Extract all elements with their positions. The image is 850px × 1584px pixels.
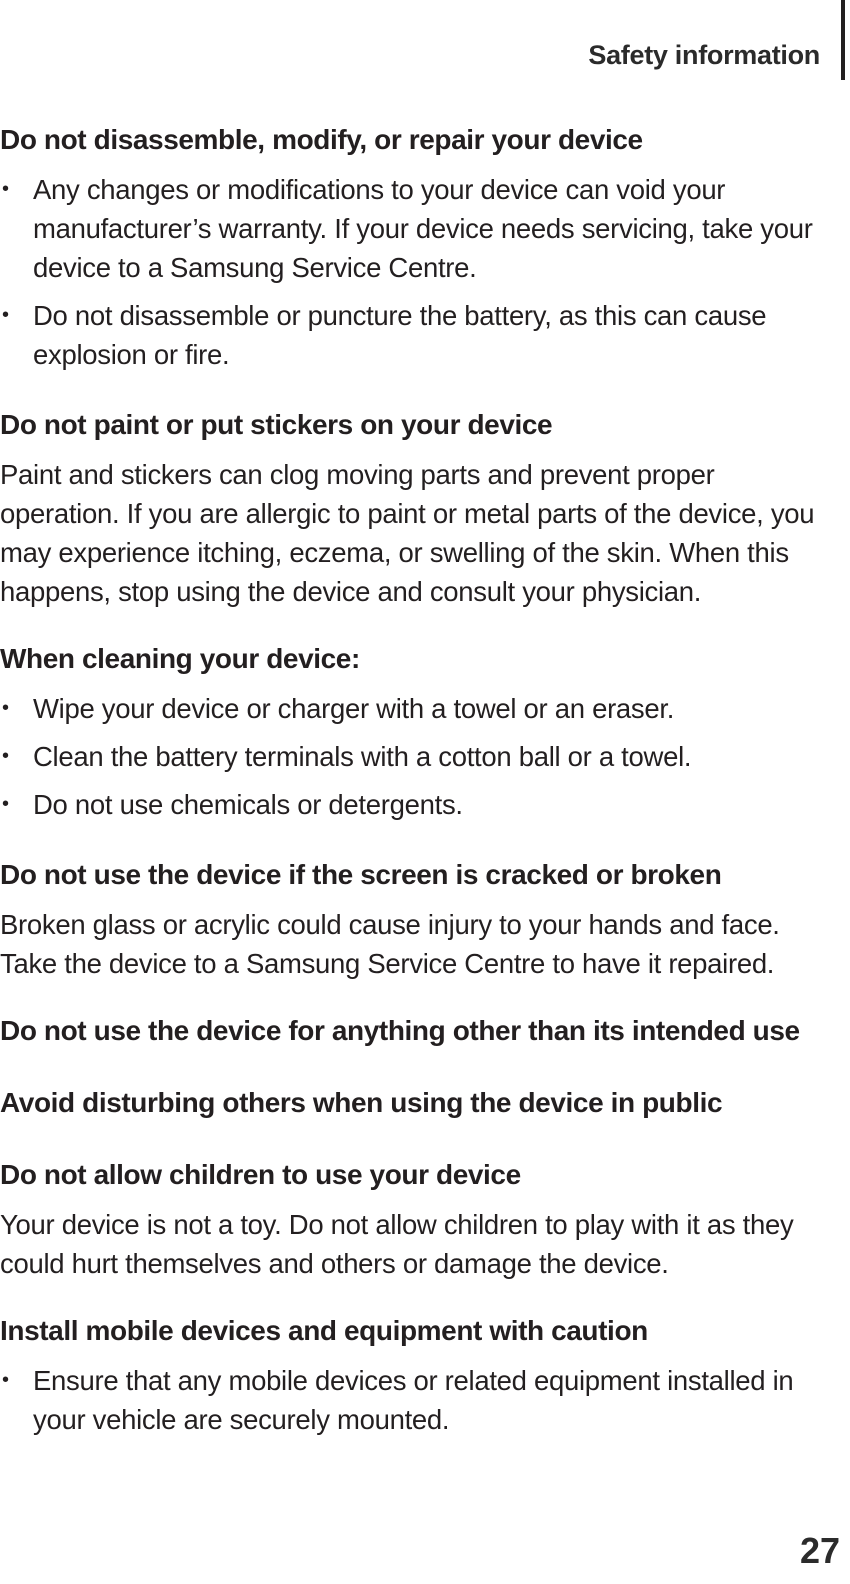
section-heading: Install mobile devices and equipment with caution bbox=[0, 1315, 648, 1346]
bullet-marker: • bbox=[2, 745, 9, 767]
bullet-list bbox=[0, 170, 840, 374]
list-item bbox=[0, 1361, 840, 1439]
list-item-text: Clean the battery terminals with a cotton ball or a towel. bbox=[33, 741, 692, 772]
section-paragraph: Your device is not a toy. Do not allow children to play with it as they could hurt themselves and others or damage the device. bbox=[0, 1209, 794, 1279]
section-heading: Do not allow children to use your device bbox=[0, 1159, 521, 1190]
list-item bbox=[0, 170, 840, 287]
list-item-text: Ensure that any mobile devices or related equipment installed in your vehicle are securely mounted. bbox=[33, 1365, 794, 1435]
bullet-marker: • bbox=[2, 793, 9, 815]
bullet-list bbox=[0, 1361, 840, 1439]
section-cracked-screen bbox=[0, 855, 840, 983]
section-heading: Do not paint or put stickers on your device bbox=[0, 409, 553, 440]
section-children bbox=[0, 1155, 840, 1283]
list-item bbox=[0, 785, 840, 824]
running-header: Safety information bbox=[588, 40, 820, 70]
section-paint-stickers bbox=[0, 405, 840, 611]
page-content bbox=[0, 120, 840, 1448]
bullet-list bbox=[0, 689, 840, 824]
list-item-text: Do not disassemble or puncture the battery, as this can cause explosion or fire. bbox=[33, 300, 767, 370]
section-mobile-equipment bbox=[0, 1311, 840, 1439]
list-item-text: Any changes or modifications to your device can void your manufacturer’s warranty. If your device needs servicing, take your device to a Samsung Service Centre. bbox=[33, 174, 813, 283]
list-item-text: Do not use chemicals or detergents. bbox=[33, 789, 463, 820]
section-paragraph: Paint and stickers can clog moving parts and prevent proper operation. If you are allergic to paint or metal parts of the device, you may experience itching, eczema, or swelling of the skin. When this happens, stop using the device and consult your physician. bbox=[0, 459, 815, 607]
bullet-marker: • bbox=[2, 304, 9, 326]
bullet-marker: • bbox=[2, 178, 9, 200]
section-heading: Do not disassemble, modify, or repair your device bbox=[0, 124, 643, 155]
page-number: 27 bbox=[799, 1530, 840, 1571]
section-heading: Do not use the device if the screen is cracked or broken bbox=[0, 859, 722, 890]
section-heading: Do not use the device for anything other than its intended use bbox=[0, 1015, 800, 1046]
section-disassemble bbox=[0, 120, 840, 374]
bullet-marker: • bbox=[2, 697, 9, 719]
section-intended-use bbox=[0, 1011, 840, 1051]
section-public-use bbox=[0, 1083, 840, 1123]
header-rule bbox=[841, 0, 845, 80]
bullet-marker: • bbox=[2, 1369, 9, 1391]
section-cleaning bbox=[0, 639, 840, 824]
list-item bbox=[0, 296, 840, 374]
section-heading: Avoid disturbing others when using the device in public bbox=[0, 1087, 723, 1118]
list-item bbox=[0, 689, 840, 728]
list-item bbox=[0, 737, 840, 776]
section-heading: When cleaning your device: bbox=[0, 643, 360, 674]
section-paragraph: Broken glass or acrylic could cause injury to your hands and face. Take the device to a Samsung Service Centre to have it repaired. bbox=[0, 909, 780, 979]
list-item-text: Wipe your device or charger with a towel or an eraser. bbox=[33, 693, 675, 724]
